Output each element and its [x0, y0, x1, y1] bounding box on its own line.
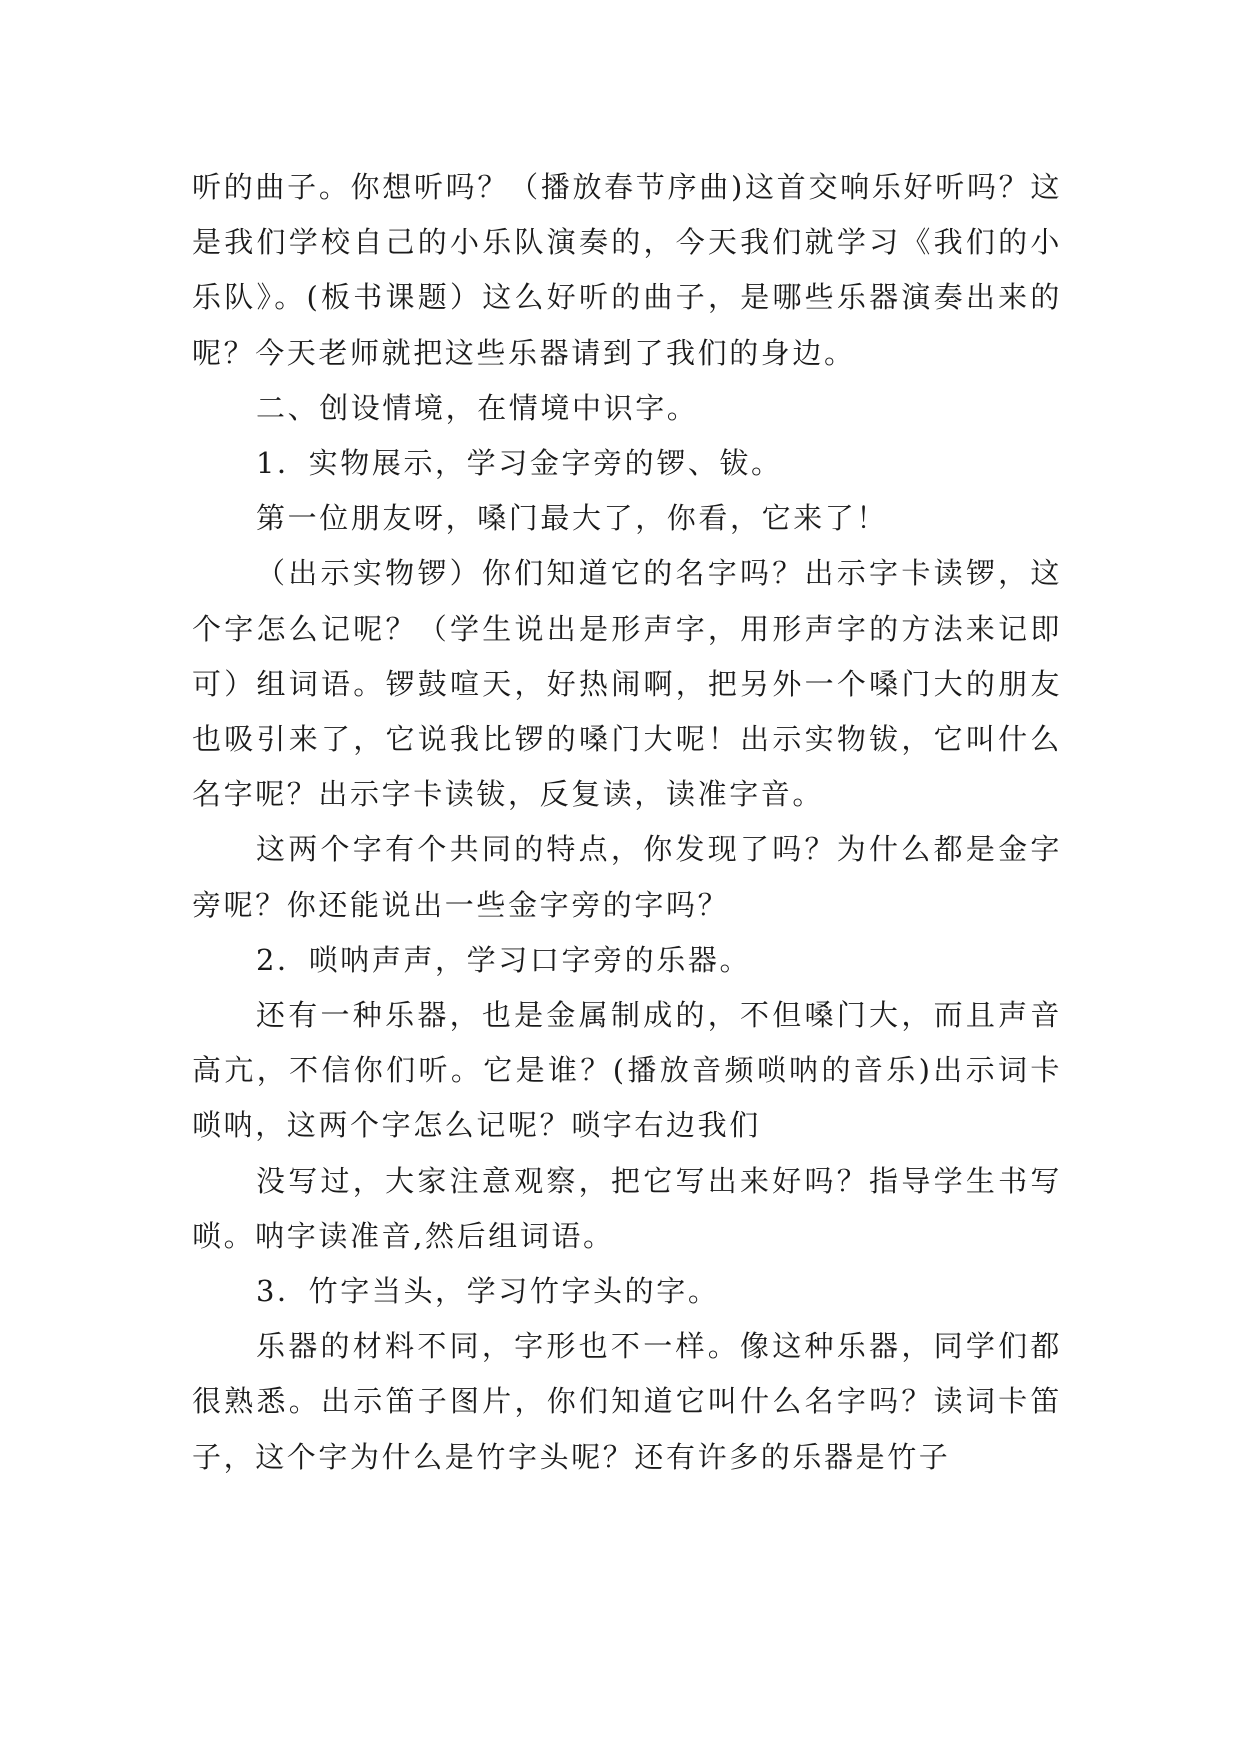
- paragraph-6: 这两个字有个共同的特点，你发现了吗？为什么都是金字旁呢？你还能说出一些金字旁的字吗？: [192, 832, 1062, 922]
- section-heading-2: 二、创设情境，在情境中识字。: [256, 390, 699, 425]
- paragraph-1: 听的曲子。你想听吗？（播放春节序曲)这首交响乐好听吗？这是我们学校自己的小乐队演奏的，今天我们就学习《我们的小乐队》。(板书课题）这么好听的曲子，是哪些乐器演奏出来的呢？今天老师就把这些乐器请到了我们的身边。: [192, 170, 1062, 370]
- body-text: [192, 160, 1062, 1485]
- subheading-3: 3．竹字当头，学习竹字头的字。: [256, 1274, 720, 1309]
- subheading-1: 1．实物展示，学习金字旁的锣、钹。: [256, 446, 783, 481]
- paragraph-5: （出示实物锣）你们知道它的名字吗？出示字卡读锣，这个字怎么记呢？（学生说出是形声字，用形声字的方法来记即可）组词语。锣鼓喧天，好热闹啊，把另外一个嗓门大的朋友也吸引来了，它说我比锣的嗓门大呢！出示实物钹，它叫什么名字呢？出示字卡读钹，反复读，读准字音。: [192, 556, 1062, 812]
- paragraph-4: 第一位朋友呀，嗓门最大了，你看，它来了！: [256, 501, 889, 536]
- paragraph-9: 没写过，大家注意观察，把它写出来好吗？指导学生书写唢。呐字读准音,然后组词语。: [192, 1163, 1062, 1253]
- paragraph-8: 还有一种乐器，也是金属制成的，不但嗓门大，而且声音高亢，不信你们听。它是谁？(播放音频唢呐的音乐)出示词卡唢呐，这两个字怎么记呢？唢字右边我们: [192, 998, 1062, 1143]
- subheading-2: 2．唢呐声声，学习口字旁的乐器。: [256, 942, 752, 977]
- paragraph-11: 乐器的材料不同，字形也不一样。像这种乐器，同学们都很熟悉。出示笛子图片，你们知道它叫什么名字吗？读词卡笛子，这个字为什么是竹字头呢？还有许多的乐器是竹子: [192, 1329, 1062, 1474]
